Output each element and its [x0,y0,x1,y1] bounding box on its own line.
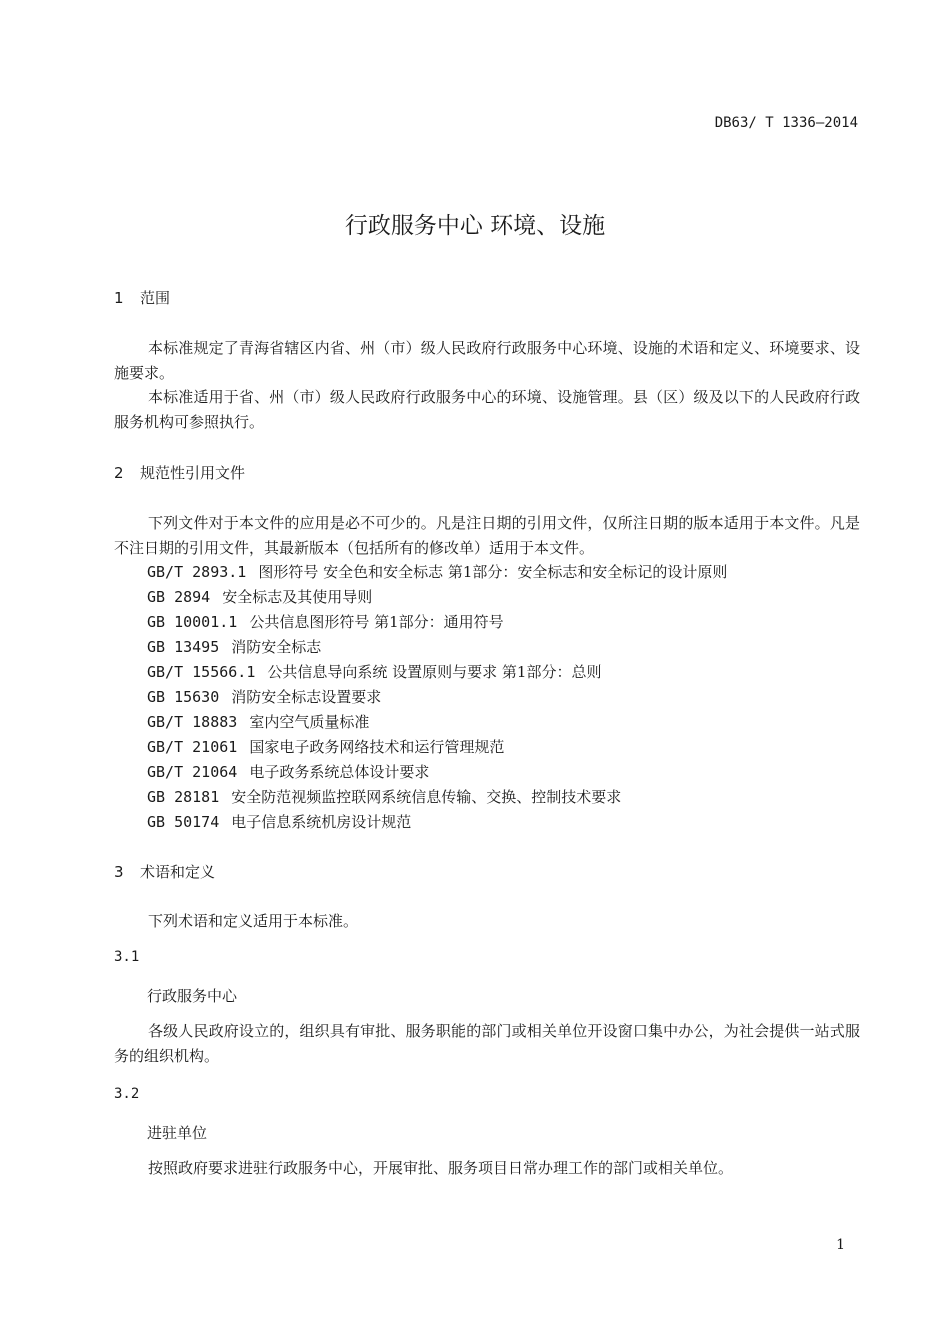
reference-item [147,661,601,682]
reference-code: GB 10001.1 [147,613,238,631]
reference-code: GB 50174 [147,813,220,831]
reference-code: GB/T 21064 [147,763,238,781]
reference-item [147,686,381,707]
section-title: 规范性引用文件 [140,464,246,482]
paragraph: 本标准适用于省、州（市）级人民政府行政服务中心的环境、设施管理。县（区）级及以下的人民政府行政服务机构可参照执行。 [114,388,860,431]
reference-title: 国家电子政务网络技术和运行管理规范 [249,738,505,756]
term-definition: 按照政府要求进驻行政服务中心，开展审批、服务项目日常办理工作的部门或相关单位。 [148,1159,734,1177]
reference-title: 电子信息系统机房设计规范 [231,813,412,831]
reference-code: GB 28181 [147,788,220,806]
reference-title: 公共信息图形符号 第1部分：通用符号 [249,613,504,631]
reference-item [147,761,429,782]
reference-title: 公共信息导向系统 设置原则与要求 第1部分：总则 [267,663,602,681]
reference-title: 消防安全标志设置要求 [231,688,382,706]
page-title: 行政服务中心 环境、设施 [344,213,606,239]
reference-title: 安全防范视频监控联网系统信息传输、交换、控制技术要求 [231,788,622,806]
section-title: 范围 [140,289,171,307]
term-number: 3.1 [114,949,140,965]
paragraph: 下列术语和定义适用于本标准。 [148,912,359,930]
term-title: 行政服务中心 [147,987,238,1005]
reference-title: 电子政务系统总体设计要求 [249,763,430,781]
reference-code: GB 15630 [147,688,220,706]
paragraph: 下列文件对于本文件的应用是必不可少的。凡是注日期的引用文件，仅所注日期的版本适用于本文件。凡是不注日期的引用文件，其最新版本（包括所有的修改单）适用于本文件。 [114,514,860,557]
section-heading-references [114,462,245,483]
reference-item [147,636,321,657]
reference-item [147,561,727,582]
section-heading-scope [114,287,170,308]
reference-item [147,786,621,807]
term-title: 进驻单位 [147,1124,208,1142]
paragraph: 本标准规定了青海省辖区内省、州（市）级人民政府行政服务中心环境、设施的术语和定义、环境要求、设施要求。 [114,339,860,382]
section-number: 2 [114,464,124,482]
reference-title: 安全标志及其使用导则 [222,588,373,606]
reference-code: GB/T 18883 [147,713,238,731]
reference-code: GB/T 2893.1 [147,563,247,581]
reference-code: GB 2894 [147,588,211,606]
term-definition: 各级人民政府设立的，组织具有审批、服务职能的部门或相关单位开设窗口集中办公，为社会提供一站式服务的组织机构。 [114,1022,860,1065]
reference-title: 图形符号 安全色和安全标志 第1部分：安全标志和安全标记的设计原则 [258,563,728,581]
page-number: 1 [836,1237,845,1253]
reference-item [147,611,504,632]
section-number: 3 [114,863,124,881]
reference-title: 消防安全标志 [231,638,322,656]
reference-item [147,586,372,607]
reference-code: GB/T 21061 [147,738,238,756]
reference-code: GB 13495 [147,638,220,656]
reference-code: GB/T 15566.1 [147,663,256,681]
reference-item [147,811,411,832]
section-heading-terms [114,861,215,882]
reference-title: 室内空气质量标准 [249,713,370,731]
reference-item [147,736,504,757]
reference-item [147,711,369,732]
section-title: 术语和定义 [140,863,216,881]
term-number: 3.2 [114,1086,140,1102]
section-number: 1 [114,289,124,307]
document-number: DB63/ T 1336—2014 [714,115,858,131]
